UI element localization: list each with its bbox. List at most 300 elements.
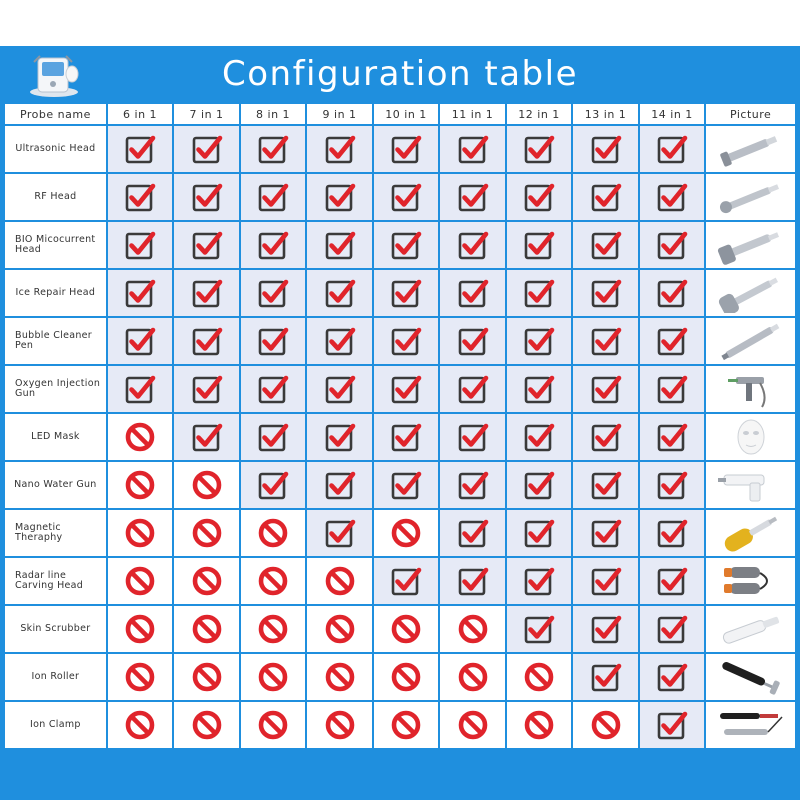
availability-cell [108,462,173,508]
availability-cell [241,702,306,748]
availability-cell [507,318,572,364]
not-included-icon [190,468,224,502]
not-included-icon [190,708,224,742]
availability-cell [374,270,439,316]
config-header: 14 in 1 [640,104,705,124]
availability-cell [573,174,638,220]
probe-name-cell: Ion Roller [5,654,106,700]
not-included-icon [123,612,157,646]
availability-cell [108,366,173,412]
availability-cell [174,222,239,268]
led-mask-icon [716,417,786,457]
configuration-table [3,102,797,750]
checkmark-icon [389,276,423,310]
availability-cell [440,126,505,172]
availability-cell [307,270,372,316]
availability-cell [108,318,173,364]
availability-cell [241,174,306,220]
availability-cell [640,126,705,172]
availability-cell [108,174,173,220]
availability-cell [108,510,173,556]
checkmark-icon [655,708,689,742]
picture-cell [706,174,795,220]
checkmark-icon [456,372,490,406]
picture-cell [706,126,795,172]
availability-cell [573,462,638,508]
not-included-icon [123,468,157,502]
table-row [5,702,795,748]
table-row [5,222,795,268]
availability-cell [640,366,705,412]
checkmark-icon [323,276,357,310]
availability-cell [307,174,372,220]
checkmark-icon [323,228,357,262]
checkmark-icon [522,372,556,406]
availability-cell [174,414,239,460]
availability-cell [241,222,306,268]
availability-cell [307,366,372,412]
checkmark-icon [456,228,490,262]
checkmark-icon [123,228,157,262]
not-included-icon [522,660,556,694]
availability-cell [174,366,239,412]
checkmark-icon [655,132,689,166]
availability-cell [307,558,372,604]
availability-cell [640,654,705,700]
availability-cell [108,606,173,652]
availability-cell [573,654,638,700]
checkmark-icon [589,660,623,694]
availability-cell [374,654,439,700]
checkmark-icon [456,276,490,310]
availability-cell [440,174,505,220]
availability-cell [241,510,306,556]
availability-cell [374,222,439,268]
checkmark-icon [389,132,423,166]
availability-cell [507,606,572,652]
checkmark-icon [589,564,623,598]
checkmark-icon [655,468,689,502]
picture-cell [706,366,795,412]
not-included-icon [323,612,357,646]
not-included-icon [389,660,423,694]
checkmark-icon [190,276,224,310]
bio-probe-icon [716,225,786,265]
availability-cell [507,654,572,700]
picture-cell [706,606,795,652]
picture-cell [706,414,795,460]
availability-cell [241,606,306,652]
checkmark-icon [190,420,224,454]
checkmark-icon [655,372,689,406]
availability-cell [174,174,239,220]
not-included-icon [456,612,490,646]
probe-name-cell: Ion Clamp [5,702,106,748]
availability-cell [573,414,638,460]
probe-name-header: Probe name [5,104,106,124]
checkmark-icon [522,564,556,598]
availability-cell [573,222,638,268]
picture-cell [706,318,795,364]
picture-cell [706,558,795,604]
not-included-icon [389,516,423,550]
availability-cell [640,318,705,364]
availability-cell [241,270,306,316]
table-row [5,510,795,556]
probe-name-cell: Ice Repair Head [5,270,106,316]
availability-cell [640,510,705,556]
availability-cell [640,174,705,220]
probe-name-cell: Bubble Cleaner Pen [5,318,106,364]
checkmark-icon [522,132,556,166]
ultrasonic-probe-icon [716,129,786,169]
availability-cell [640,558,705,604]
checkmark-icon [389,468,423,502]
availability-cell [241,414,306,460]
checkmark-icon [389,180,423,214]
checkmark-icon [522,420,556,454]
config-header: 10 in 1 [374,104,439,124]
availability-cell [640,606,705,652]
availability-cell [573,366,638,412]
config-header: 12 in 1 [507,104,572,124]
checkmark-icon [522,276,556,310]
availability-cell [507,510,572,556]
availability-cell [440,222,505,268]
checkmark-icon [456,420,490,454]
checkmark-icon [655,180,689,214]
checkmark-icon [190,180,224,214]
rf-probe-icon [716,177,786,217]
table-row [5,414,795,460]
checkmark-icon [256,228,290,262]
not-included-icon [323,708,357,742]
availability-cell [507,270,572,316]
not-included-icon [456,660,490,694]
table-row [5,606,795,652]
availability-cell [307,126,372,172]
water-gun-icon [716,465,786,505]
not-included-icon [256,564,290,598]
checkmark-icon [323,372,357,406]
availability-cell [241,558,306,604]
checkmark-icon [123,276,157,310]
checkmark-icon [456,564,490,598]
checkmark-icon [589,612,623,646]
availability-cell [573,318,638,364]
availability-cell [440,606,505,652]
checkmark-icon [456,324,490,358]
availability-cell [241,318,306,364]
checkmark-icon [123,372,157,406]
not-included-icon [123,420,157,454]
checkmark-icon [389,372,423,406]
checkmark-icon [589,516,623,550]
not-included-icon [456,708,490,742]
availability-cell [507,366,572,412]
availability-cell [374,174,439,220]
picture-cell [706,510,795,556]
header-row [5,104,795,124]
availability-cell [374,126,439,172]
availability-cell [307,318,372,364]
availability-cell [573,702,638,748]
availability-cell [241,366,306,412]
availability-cell [374,462,439,508]
availability-cell [640,462,705,508]
checkmark-icon [389,420,423,454]
checkmark-icon [589,468,623,502]
availability-cell [507,462,572,508]
availability-cell [640,414,705,460]
availability-cell [108,414,173,460]
checkmark-icon [256,372,290,406]
checkmark-icon [323,516,357,550]
config-header: 7 in 1 [174,104,239,124]
config-header: 9 in 1 [307,104,372,124]
availability-cell [374,318,439,364]
checkmark-icon [256,132,290,166]
not-included-icon [389,708,423,742]
availability-cell [573,558,638,604]
not-included-icon [190,660,224,694]
checkmark-icon [323,420,357,454]
checkmark-icon [389,324,423,358]
checkmark-icon [190,132,224,166]
checkmark-icon [190,228,224,262]
availability-cell [440,558,505,604]
availability-cell [374,606,439,652]
checkmark-icon [522,612,556,646]
availability-cell [440,414,505,460]
checkmark-icon [522,516,556,550]
availability-cell [307,510,372,556]
checkmark-icon [655,276,689,310]
checkmark-icon [456,468,490,502]
table-row [5,462,795,508]
availability-cell [440,462,505,508]
ice-probe-icon [716,273,786,313]
checkmark-icon [456,132,490,166]
availability-cell [640,702,705,748]
availability-cell [440,510,505,556]
availability-cell [241,654,306,700]
availability-cell [108,270,173,316]
availability-cell [507,222,572,268]
availability-cell [307,414,372,460]
probe-name-cell: Nano Water Gun [5,462,106,508]
availability-cell [507,558,572,604]
checkmark-icon [522,228,556,262]
probe-name-cell: LED Mask [5,414,106,460]
availability-cell [573,126,638,172]
availability-cell [640,270,705,316]
probe-name-cell: Radar line Carving Head [5,558,106,604]
availability-cell [174,318,239,364]
availability-cell [374,558,439,604]
checkmark-icon [323,180,357,214]
availability-cell [640,222,705,268]
availability-cell [374,366,439,412]
availability-cell [440,654,505,700]
checkmark-icon [256,276,290,310]
not-included-icon [389,612,423,646]
availability-cell [174,654,239,700]
probe-name-cell: RF Head [5,174,106,220]
not-included-icon [256,708,290,742]
availability-cell [374,414,439,460]
checkmark-icon [655,612,689,646]
checkmark-icon [123,180,157,214]
not-included-icon [256,516,290,550]
config-header: 6 in 1 [108,104,173,124]
picture-cell [706,222,795,268]
checkmark-icon [456,516,490,550]
availability-cell [174,702,239,748]
checkmark-icon [655,420,689,454]
availability-cell [108,654,173,700]
not-included-icon [123,660,157,694]
picture-cell [706,270,795,316]
availability-cell [174,510,239,556]
table-row [5,126,795,172]
checkmark-icon [190,324,224,358]
checkmark-icon [323,468,357,502]
picture-cell [706,462,795,508]
not-included-icon [123,516,157,550]
checkmark-icon [522,324,556,358]
not-included-icon [589,708,623,742]
checkmark-icon [256,180,290,214]
checkmark-icon [190,372,224,406]
checkmark-icon [456,180,490,214]
not-included-icon [190,612,224,646]
availability-cell [174,606,239,652]
availability-cell [440,366,505,412]
availability-cell [174,462,239,508]
availability-cell [507,702,572,748]
availability-cell [507,126,572,172]
checkmark-icon [256,324,290,358]
availability-cell [174,270,239,316]
checkmark-icon [589,132,623,166]
not-included-icon [256,612,290,646]
not-included-icon [323,564,357,598]
probe-name-cell: Ultrasonic Head [5,126,106,172]
ion-roller-icon [716,657,786,697]
checkmark-icon [589,228,623,262]
availability-cell [108,702,173,748]
availability-cell [573,270,638,316]
availability-cell [307,462,372,508]
table-row [5,654,795,700]
picture-cell [706,654,795,700]
availability-cell [507,174,572,220]
availability-cell [440,702,505,748]
table-row [5,558,795,604]
availability-cell [374,510,439,556]
checkmark-icon [256,468,290,502]
config-header: 13 in 1 [573,104,638,124]
checkmark-icon [589,276,623,310]
not-included-icon [123,708,157,742]
checkmark-icon [655,564,689,598]
probe-name-cell: BIO Micocurrent Head [5,222,106,268]
availability-cell [440,270,505,316]
availability-cell [108,222,173,268]
checkmark-icon [589,372,623,406]
config-header: 8 in 1 [241,104,306,124]
probe-name-cell: Magnetic Theraphy [5,510,106,556]
availability-cell [307,606,372,652]
checkmark-icon [323,132,357,166]
not-included-icon [123,564,157,598]
skin-scrubber-icon [716,609,786,649]
machine-logo-icon [28,52,80,98]
checkmark-icon [589,324,623,358]
picture-cell [706,702,795,748]
checkmark-icon [389,564,423,598]
availability-cell [174,126,239,172]
table-row [5,174,795,220]
availability-cell [374,702,439,748]
availability-cell [241,462,306,508]
availability-cell [108,558,173,604]
availability-cell [108,126,173,172]
checkmark-icon [655,324,689,358]
not-included-icon [190,564,224,598]
picture-header: Picture [706,104,795,124]
availability-cell [573,510,638,556]
checkmark-icon [655,516,689,550]
not-included-icon [256,660,290,694]
checkmark-icon [123,324,157,358]
title-banner [0,46,800,101]
checkmark-icon [589,420,623,454]
checkmark-icon [655,660,689,694]
availability-cell [307,654,372,700]
not-included-icon [190,516,224,550]
table-row [5,318,795,364]
checkmark-icon [655,228,689,262]
page-title: Configuration table [222,53,578,94]
availability-cell [507,414,572,460]
ion-clamp-icon [716,705,786,745]
table-row [5,270,795,316]
oxygen-gun-icon [716,369,786,409]
checkmark-icon [589,180,623,214]
probe-name-cell: Oxygen Injection Gun [5,366,106,412]
bubble-pen-icon [716,321,786,361]
availability-cell [440,318,505,364]
table-row [5,366,795,412]
probe-name-cell: Skin Scrubber [5,606,106,652]
availability-cell [174,558,239,604]
magnetic-probe-icon [716,513,786,553]
checkmark-icon [123,132,157,166]
availability-cell [307,222,372,268]
not-included-icon [522,708,556,742]
checkmark-icon [256,420,290,454]
checkmark-icon [522,468,556,502]
not-included-icon [323,660,357,694]
config-header: 11 in 1 [440,104,505,124]
availability-cell [573,606,638,652]
availability-cell [307,702,372,748]
checkmark-icon [323,324,357,358]
availability-cell [241,126,306,172]
radar-probe-icon [716,561,786,601]
